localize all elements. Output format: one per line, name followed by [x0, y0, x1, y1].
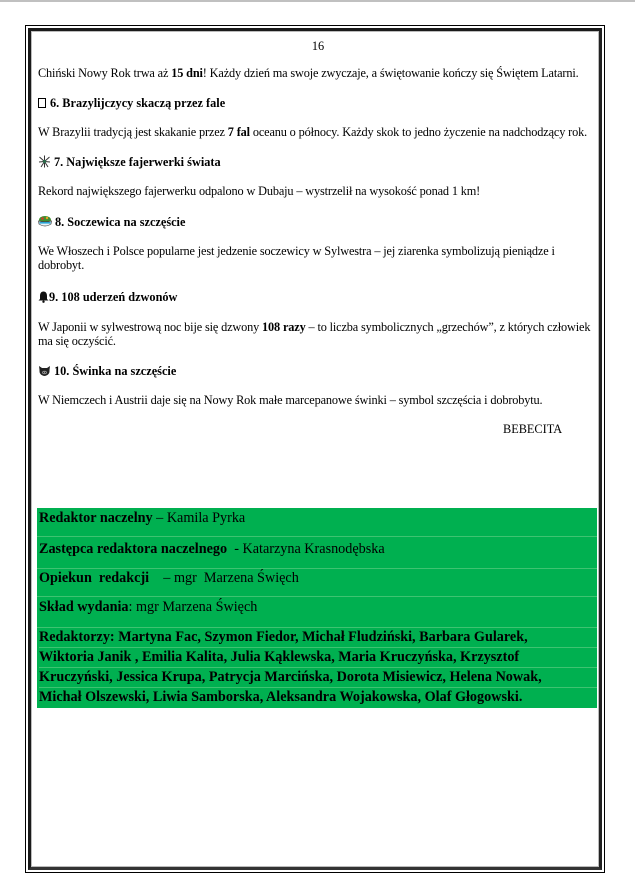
staff-label: Redaktor naczelny [39, 510, 153, 526]
staff-label: Skład wydania [39, 599, 129, 615]
salad-bowl-icon [38, 215, 52, 228]
staff-value: Kamila Pyrka [166, 510, 246, 526]
section-title: 8. Soczewica na szczęście [55, 215, 186, 229]
section-body-10 [38, 393, 593, 407]
body-bold: 7 fal [227, 125, 250, 139]
section-heading-7 [38, 155, 221, 169]
section-title: 7. Największe fajerwerki świata [54, 155, 221, 169]
editors-line: Kruczyński, Jessica Krupa, Patrycja Marcińska, Dorota Misiewicz, Helena Nowak, [39, 668, 597, 688]
editors-line: Wiktoria Janik , Emilia Kalita, Julia Kąklewska, Maria Kruczyńska, Krzysztof [39, 648, 597, 668]
staff-row-deputy-editor [37, 537, 597, 569]
section-body-8 [38, 244, 593, 272]
body-text: We Włoszech i Polsce popularne jest jedzenie soczewicy w Sylwestra – jej ziarenka symbolizują pieniądze i dobrobyt. [38, 244, 555, 272]
section-heading-10 [38, 364, 176, 378]
section-title: 9. 108 uderzeń dzwonów [49, 290, 178, 304]
staff-separator: : [128, 599, 137, 615]
intro-bold: 15 dni [171, 66, 203, 80]
staff-value: Katarzyna Krasnodębska [242, 541, 385, 557]
staff-separator: – [152, 510, 167, 526]
editors-line: Redaktorzy: Martyna Fac, Szymon Fiedor, Michał Fludziński, Barbara Gularek, [39, 628, 597, 648]
body-text: W Brazylii tradycją jest skakanie przez [38, 125, 228, 139]
pig-face-icon [38, 365, 51, 377]
staff-label: Zastępca redaktora naczelnego [39, 541, 228, 557]
section-title: 6. Brazylijczycy skaczą przez fale [50, 96, 226, 110]
section-heading-9 [38, 290, 177, 304]
staff-row-editor-in-chief [37, 508, 597, 537]
section-body-7 [38, 184, 593, 198]
staff-separator: – [149, 570, 174, 586]
section-heading-8 [38, 215, 185, 229]
body-bold: 108 razy [262, 320, 306, 334]
staff-row-layout [37, 597, 597, 628]
body-text-end: – to liczba symbolicznych „grzechów”, z których człowiek ma się oczyścić. [38, 320, 591, 348]
staff-row-supervisor [37, 569, 597, 597]
staff-label: Opiekun redakcji [39, 570, 150, 586]
section-body-6 [38, 125, 593, 139]
body-text: W Japonii w sylwestrową noc bije się dzwony [38, 320, 263, 334]
editorial-staff-box [37, 508, 597, 708]
staff-value: mgr Marzena Święch [173, 570, 299, 586]
section-title: 10. Świnka na szczęście [54, 364, 177, 378]
page-number: 16 [311, 39, 325, 53]
editors-line: Michał Olszewski, Liwia Samborska, Aleksandra Wojakowska, Olaf Głogowski. [39, 689, 523, 705]
fireworks-icon [38, 155, 51, 168]
section-heading-6 [38, 96, 225, 110]
staff-value: mgr Marzena Święch [136, 599, 258, 615]
bell-icon [38, 291, 49, 303]
intro-paragraph [38, 66, 593, 80]
staff-editors-list [37, 628, 597, 708]
window-top-rule [0, 0, 635, 2]
intro-text: Chiński Nowy Rok trwa aż [38, 66, 172, 80]
body-text: W Niemczech i Austrii daje się na Nowy Rok małe marcepanowe świnki – symbol szczęścia i dobrobytu. [38, 393, 543, 407]
body-text-end: oceanu o północy. Każdy skok to jedno życzenie na nadchodzący rok. [249, 125, 587, 139]
missing-glyph-icon [38, 98, 46, 108]
intro-text-end: ! Każdy dzień ma swoje zwyczaje, a świętowanie kończy się Świętem Latarni. [202, 66, 579, 80]
author-signature: BEBECITA [503, 422, 563, 436]
body-text: Rekord największego fajerwerku odpalono w Dubaju – wystrzelił na wysokość ponad 1 km! [38, 184, 481, 198]
staff-separator: - [227, 541, 243, 557]
section-body-9 [38, 320, 593, 348]
